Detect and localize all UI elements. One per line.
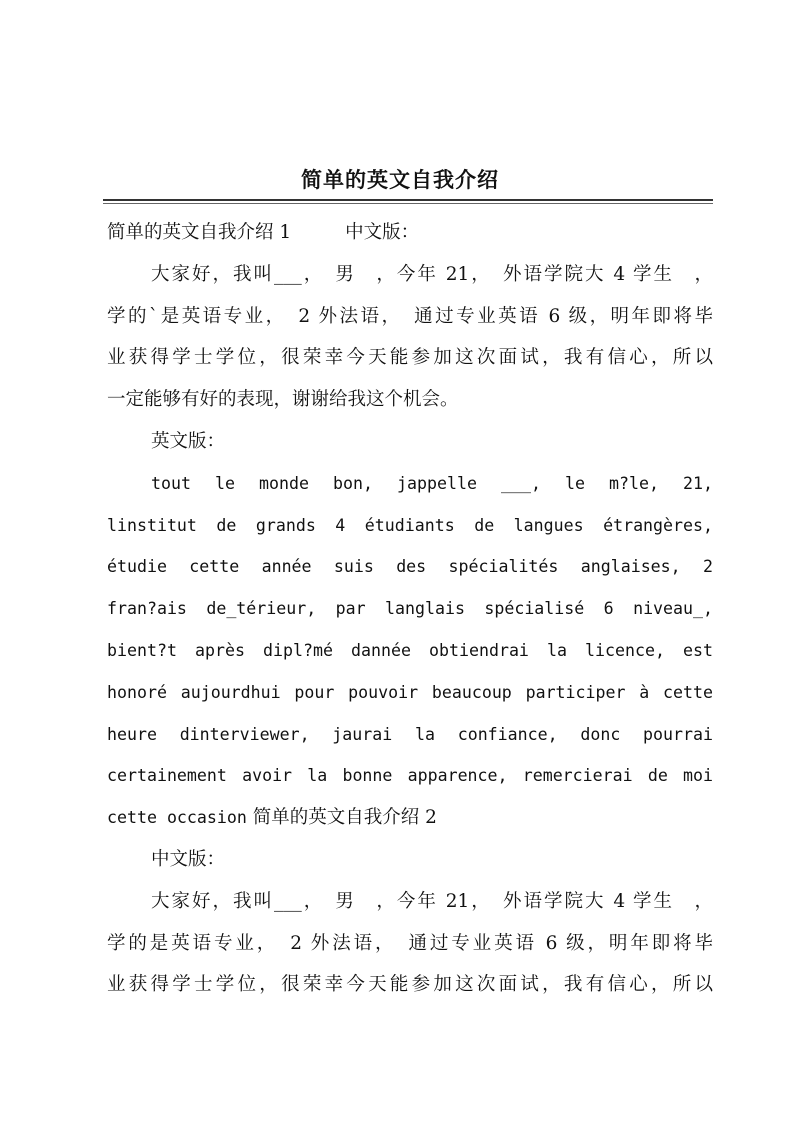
section-subtitle-chinese: 中文版： [345, 222, 420, 243]
title-divider-thick [103, 199, 713, 201]
document-body [107, 212, 713, 1006]
paragraph-line: 学的`是英语专业， 2 外法语， 通过专业英语 6 级，明年即将毕 [107, 305, 713, 327]
section-title-1: 简单的英文自我介绍 1 [107, 222, 292, 243]
paragraph-line: honoré aujourdhui pour pouvoir beaucoup participer à cette [107, 682, 713, 702]
paragraph-line: linstitut de grands 4 étudiants de langues étrangères, [107, 515, 713, 535]
paragraph-line: 学的是英语专业， 2 外法语， 通过专业英语 6 级，明年即将毕 [107, 932, 713, 954]
title-divider-thin [103, 203, 713, 204]
chinese-version-heading-2: 中文版： [151, 848, 226, 870]
page-title: 简单的英文自我介绍 [301, 167, 499, 192]
section-title-2: 简单的英文自我介绍 2 [252, 807, 437, 829]
section-heading-1 [107, 212, 713, 254]
paragraph-line-end: cette occasion [107, 808, 247, 828]
paragraph-line: 业获得学士学位，很荣幸今天能参加这次面试，我有信心，所以 [107, 347, 713, 369]
paragraph-line: certainement avoir la bonne apparence, remercierai de moi [107, 766, 713, 786]
paragraph-line: 业获得学士学位，很荣幸今天能参加这次面试，我有信心，所以 [107, 974, 713, 996]
paragraph-line: 大家好，我叫___， 男 ，今年 21， 外语学院大 4 学生 ， [151, 263, 713, 285]
english-version-heading: 英文版： [151, 430, 226, 452]
paragraph-line: bient?t après dipl?mé dannée obtiendrai la licence, est [107, 640, 713, 660]
paragraph-line [107, 797, 713, 839]
paragraph-line: tout le monde bon, jappelle ___, le m?le, 21, [151, 473, 713, 493]
paragraph-line: fran?ais de_térieur, par langlais spécialisé 6 niveau_, [107, 599, 713, 619]
paragraph-line: heure dinterviewer, jaurai la confiance, donc pourrai [107, 724, 713, 744]
paragraph-line: 一定能够有好的表现，谢谢给我这个机会。 [107, 389, 459, 411]
paragraph-line: 大家好，我叫___， 男 ，今年 21， 外语学院大 4 学生 ， [151, 890, 713, 912]
paragraph-line: étudie cette année suis des spécialités anglaises, 2 [107, 557, 713, 577]
